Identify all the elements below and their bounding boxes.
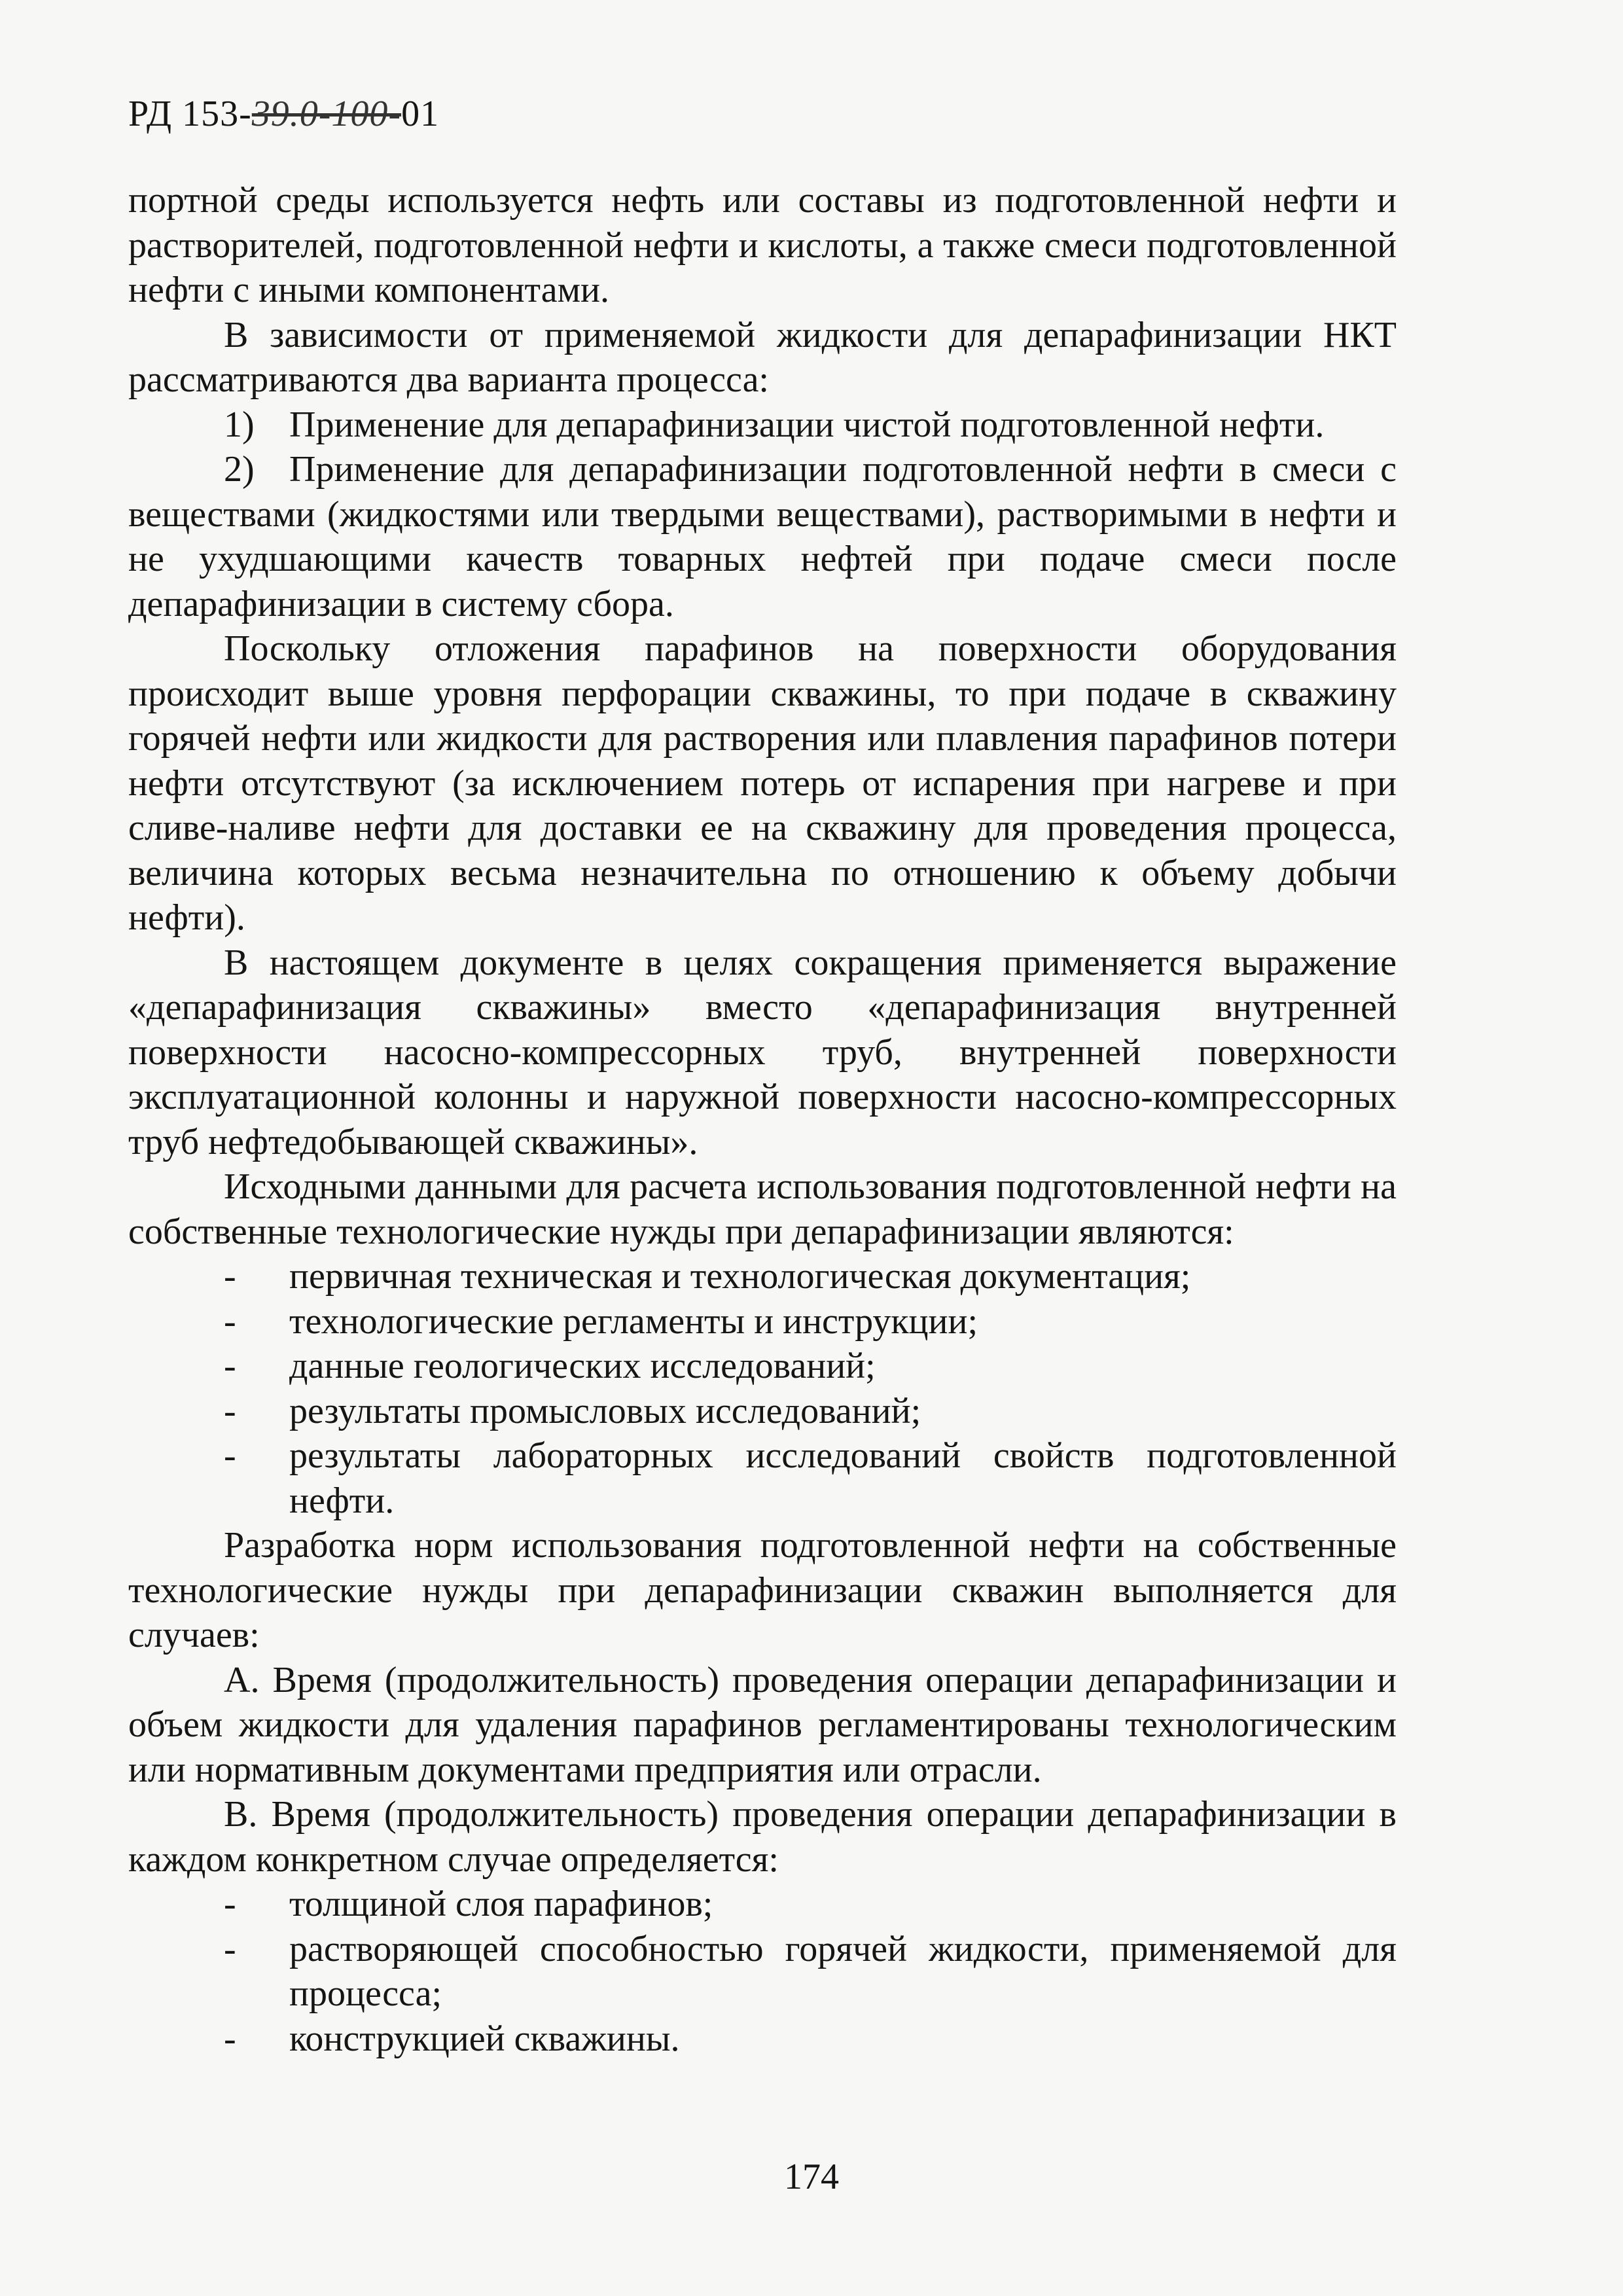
dash-marker: -	[224, 1435, 236, 1476]
list-item-text: результаты промысловых исследований;	[289, 1390, 921, 1431]
variant-text: Применение для депарафинизации подготовленной нефти в смеси с веществами (жидкостями или твердыми веществами), растворимыми в нефти и не ухудшающими качеств товарных нефтей при подаче смеси после депарафинизации в систему сбора.	[128, 449, 1397, 624]
document-code-handwritten: 39.0-100-	[251, 94, 402, 134]
list-item-text: данные геологических исследований;	[289, 1346, 876, 1386]
variant-number: 2)	[224, 449, 255, 490]
dash-marker: -	[224, 2018, 236, 2059]
list-item	[128, 1299, 1397, 1344]
dash-marker: -	[224, 1884, 236, 1924]
list-item	[128, 1882, 1397, 1927]
list-item	[128, 1433, 1397, 1523]
paragraph-case-b: В. Время (продолжительность) проведения операции депарафинизации в каждом конкретном случае определяется:	[128, 1794, 1397, 1880]
list-item-text: технологические регламенты и инструкции;	[289, 1300, 978, 1342]
list-item	[128, 1344, 1397, 1389]
paragraph-losses: Поскольку отложения парафинов на поверхности оборудования происходит выше уровня перфорации скважины, то при подаче в скважину горячей нефти или жидкости для растворения или плавления парафинов потери нефти отсутствуют (за исключением потерь от испарения при нагреве и при сливе-наливе нефти для доставки ее на скважину для проведения процесса, величина которых весьма незначительна по отношению к объему добычи нефти).	[128, 628, 1397, 938]
paragraph-continuation: портной среды используется нефть или составы из подготовленной нефти и растворителей, подготовленной нефти и кислоты, а также смеси подготовленной нефти с иными компонентами.	[128, 180, 1397, 310]
dash-marker: -	[224, 1928, 236, 1969]
list-item-text: результаты лабораторных исследований свойств подготовленной нефти.	[289, 1435, 1397, 1521]
variant-text: Применение для депарафинизации чистой подготовленной нефти.	[289, 404, 1325, 445]
list-item-text: первичная техническая и технологическая документация;	[289, 1256, 1191, 1297]
document-code-prefix: РД 153-	[128, 94, 252, 134]
list-item	[128, 1254, 1397, 1299]
dash-marker: -	[224, 1256, 236, 1297]
variant-item-2	[128, 447, 1397, 626]
page-number: 174	[784, 2157, 839, 2197]
dash-marker: -	[224, 1346, 236, 1386]
list-item	[128, 2017, 1397, 2062]
variant-item-1	[128, 403, 1397, 448]
list-item-text: конструкцией скважины.	[289, 2018, 680, 2059]
variant-number: 1)	[224, 404, 255, 445]
source-data-list	[128, 1254, 1397, 1523]
list-item	[128, 1927, 1397, 2017]
duration-factors-list	[128, 1882, 1397, 2061]
list-item-text: растворяющей способностью горячей жидкости, применяемой для процесса;	[289, 1928, 1397, 2014]
document-body	[128, 178, 1397, 2061]
dash-marker: -	[224, 1390, 236, 1431]
dash-marker: -	[224, 1300, 236, 1342]
list-item	[128, 1389, 1397, 1434]
document-code-suffix: 01	[401, 94, 440, 134]
paragraph-source-data-intro: Исходными данными для расчета использования подготовленной нефти на собственные технологические нужды при депарафинизации являются:	[128, 1166, 1397, 1252]
paragraph-terminology: В настоящем документе в целях сокращения применяется выражение «депарафинизация скважины» вместо «депарафинизация внутренней поверхности насосно-компрессорных труб, внутренней поверхности эксплуатационной колонны и наружной поверхности насосно-компрессорных труб нефтедобывающей скважины».	[128, 942, 1397, 1162]
document-code-header	[128, 92, 439, 136]
list-item-text: толщиной слоя парафинов;	[289, 1884, 713, 1924]
paragraph-norms-cases: Разработка норм использования подготовленной нефти на собственные технологические нужды при депарафинизации скважин выполняется для случаев:	[128, 1525, 1397, 1655]
paragraph-case-a: А. Время (продолжительность) проведения операции депарафинизации и объем жидкости для удаления парафинов регламентированы технологическим или нормативным документами предприятия или отрасли.	[128, 1659, 1397, 1790]
paragraph-variants-intro: В зависимости от применяемой жидкости для депарафинизации НКТ рассматриваются два варианта процесса:	[128, 314, 1397, 400]
